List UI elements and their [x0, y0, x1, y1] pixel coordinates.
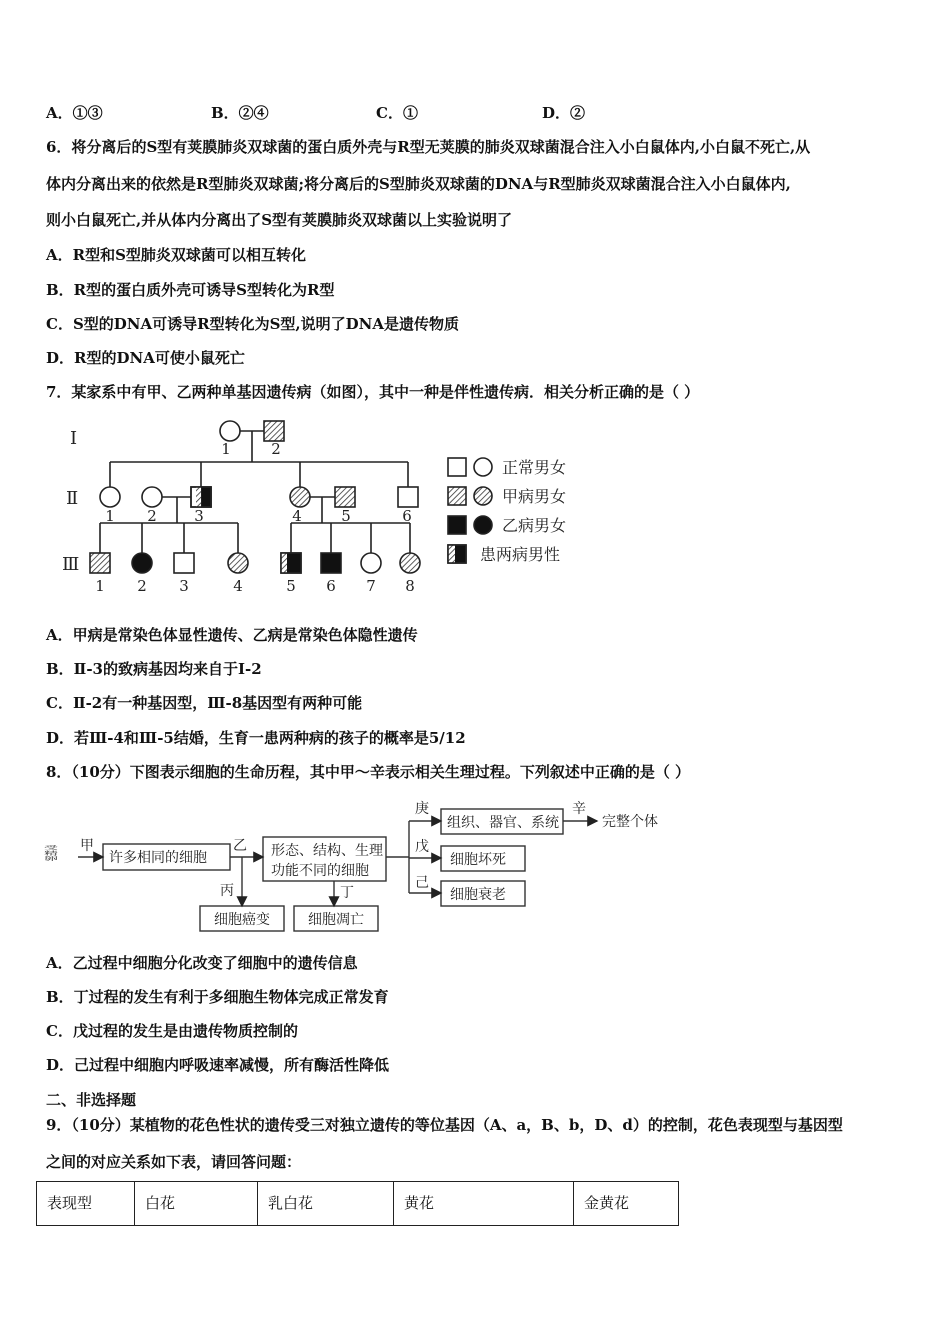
legend-normal: 正常男女	[502, 458, 567, 477]
pedigree-iii-label-7: 7	[366, 577, 376, 595]
pedigree-ii-label-1: 1	[105, 507, 115, 525]
label-wu: 戊	[415, 839, 429, 855]
label-ding: 丁	[340, 885, 354, 901]
pedigree-iii3-male-normal	[174, 553, 194, 573]
pedigree-iii-label-5: 5	[286, 577, 296, 595]
pedigree-ii4-female-jia	[290, 487, 310, 507]
pedigree-iii4-female-jia	[228, 553, 248, 573]
pedigree-i1-female-normal	[220, 421, 240, 441]
q5-option-b: B．②④	[211, 104, 269, 122]
q8-option-d: D．己过程中细胞内呼吸速率减慢，所有酶活性降低	[46, 1056, 390, 1074]
q9-stem-line2: 之间的对应关系如下表，请回答问题：	[46, 1153, 302, 1171]
pedigree-i-label-1: 1	[221, 440, 231, 458]
q8-option-c: C．戊过程的发生是由遗传物质控制的	[46, 1022, 298, 1040]
pedigree-ii6-male-normal	[398, 487, 418, 507]
table-header-cell: 金黄花	[574, 1182, 679, 1226]
q6-stem-line2: 体内分离出来的依然是R型肺炎双球菌;将分离后的S型肺炎双球菌的DNA与R型肺炎双球菌混合注入小白鼠体内,	[46, 175, 791, 193]
pedigree-ii2-female-normal	[142, 487, 162, 507]
pedigree-ii1-female-normal	[100, 487, 120, 507]
section2-heading: 二、非选择题	[46, 1091, 137, 1109]
q6-stem-line1: 6．将分离后的S型有荚膜肺炎双球菌的蛋白质外壳与R型无荚膜的肺炎双球菌混合注入小白鼠体内,小白鼠不死亡,从	[46, 138, 811, 156]
q6-option-b: B．R型的蛋白质外壳可诱导S型转化为R型	[46, 281, 335, 299]
pedigree-diagram	[50, 410, 610, 600]
pedigree-ii-label-4: 4	[292, 507, 302, 525]
table-header-cell: 白花	[135, 1182, 258, 1226]
pedigree-iii7-female-normal	[361, 553, 381, 573]
table-header-cell: 乳白花	[258, 1182, 394, 1226]
pedigree-iii1-male-jia	[90, 553, 110, 573]
gen-label-3: Ⅲ	[62, 554, 80, 575]
label-ji: 己	[415, 875, 429, 891]
q8-stem: 8．（10分）下图表示细胞的生命历程，其中甲～辛表示相关生理过程。下列叙述中正确的是（ ）	[46, 763, 691, 781]
start-line1: 受精卵	[42, 845, 58, 887]
table-header-cell: 表现型	[37, 1182, 135, 1226]
pedigree-iii6-male-yi	[321, 553, 341, 573]
phenotype-table	[36, 1181, 679, 1226]
q8-option-b: B．丁过程的发生有利于多细胞生物体完成正常发育	[46, 988, 389, 1006]
box-tissue-text: 组织、器官、系统	[447, 815, 559, 831]
box-necrosis-text: 细胞坏死	[450, 852, 506, 868]
gen-label-1: Ⅰ	[70, 428, 78, 449]
legend-jia: 甲病男女	[502, 487, 567, 506]
whole-organism-text: 完整个体	[602, 814, 658, 830]
q5-option-d: D．②	[542, 104, 586, 122]
box2-line2: 功能不同的细胞	[271, 863, 369, 879]
gen-label-2: Ⅱ	[66, 488, 79, 509]
box-apoptosis-text: 细胞凋亡	[308, 912, 364, 928]
q6-option-d: D．R型的DNA可使小鼠死亡	[46, 349, 245, 367]
pedigree-ii5-male-jia	[335, 487, 355, 507]
q7-option-a: A．甲病是常染色体显性遗传、乙病是常染色体隐性遗传	[46, 626, 418, 644]
label-jia: 甲	[80, 838, 94, 854]
q5-option-c: C．①	[376, 104, 418, 122]
label-xin: 辛	[572, 801, 586, 817]
q7-option-d: D．若Ⅲ-4和Ⅲ-5结婚，生育一患两种病的孩子的概率是5/12	[46, 729, 466, 747]
table-header-cell: 黄花	[394, 1182, 574, 1226]
q6-option-c: C．S型的DNA可诱导R型转化为S型,说明了DNA是遗传物质	[46, 315, 460, 333]
q5-option-a: A．①③	[46, 104, 103, 122]
label-yi: 乙	[233, 838, 247, 854]
q6-stem-line3: 则小白鼠死亡,并从体内分离出了S型有荚膜肺炎双球菌以上实验说明了	[46, 211, 513, 229]
q8-option-a: A．乙过程中细胞分化改变了细胞中的遗传信息	[46, 954, 358, 972]
pedigree-ii-label-3: 3	[194, 507, 204, 525]
pedigree-i-label-2: 2	[271, 440, 281, 458]
box1-text: 许多相同的细胞	[109, 850, 207, 866]
pedigree-iii-label-4: 4	[233, 577, 243, 595]
pedigree-iii8-female-jia	[400, 553, 420, 573]
pedigree-ii-label-5: 5	[341, 507, 351, 525]
pedigree-iii-label-6: 6	[326, 577, 336, 595]
q7-option-c: C．Ⅱ-2有一种基因型，Ⅲ-8基因型有两种可能	[46, 694, 363, 712]
pedigree-iii2-female-yi	[132, 553, 152, 573]
legend-yi: 乙病男女	[502, 516, 567, 535]
label-geng: 庚	[415, 801, 429, 817]
pedigree-iii-label-2: 2	[137, 577, 147, 595]
q9-stem-line1: 9．（10分）某植物的花色性状的遗传受三对独立遗传的等位基因（A、a，B、b，D、d）的控制，花色表现型与基因型	[46, 1116, 843, 1134]
cell-life-diagram	[44, 795, 684, 940]
pedigree-iii-label-8: 8	[405, 577, 415, 595]
pedigree-iii-label-1: 1	[95, 577, 105, 595]
q7-option-b: B．Ⅱ-3的致病基因均来自于Ⅰ-2	[46, 660, 262, 678]
q6-option-a: A．R型和S型肺炎双球菌可以相互转化	[46, 246, 306, 264]
q7-stem: 7．某家系中有甲、乙两种单基因遗传病（如图），其中一种是伴性遗传病．相关分析正确的是（ ）	[46, 383, 700, 401]
legend-both: 患两病男性	[480, 545, 561, 564]
label-bing: 丙	[220, 883, 234, 899]
pedigree-ii-label-2: 2	[147, 507, 157, 525]
box-cancer-text: 细胞癌变	[214, 912, 270, 928]
box-aging-text: 细胞衰老	[450, 887, 506, 903]
pedigree-iii-label-3: 3	[179, 577, 189, 595]
pedigree-ii-label-6: 6	[402, 507, 412, 525]
table-row	[37, 1182, 679, 1226]
pedigree-i2-male-jia	[264, 421, 284, 441]
box2-line1: 形态、结构、生理	[271, 843, 383, 859]
